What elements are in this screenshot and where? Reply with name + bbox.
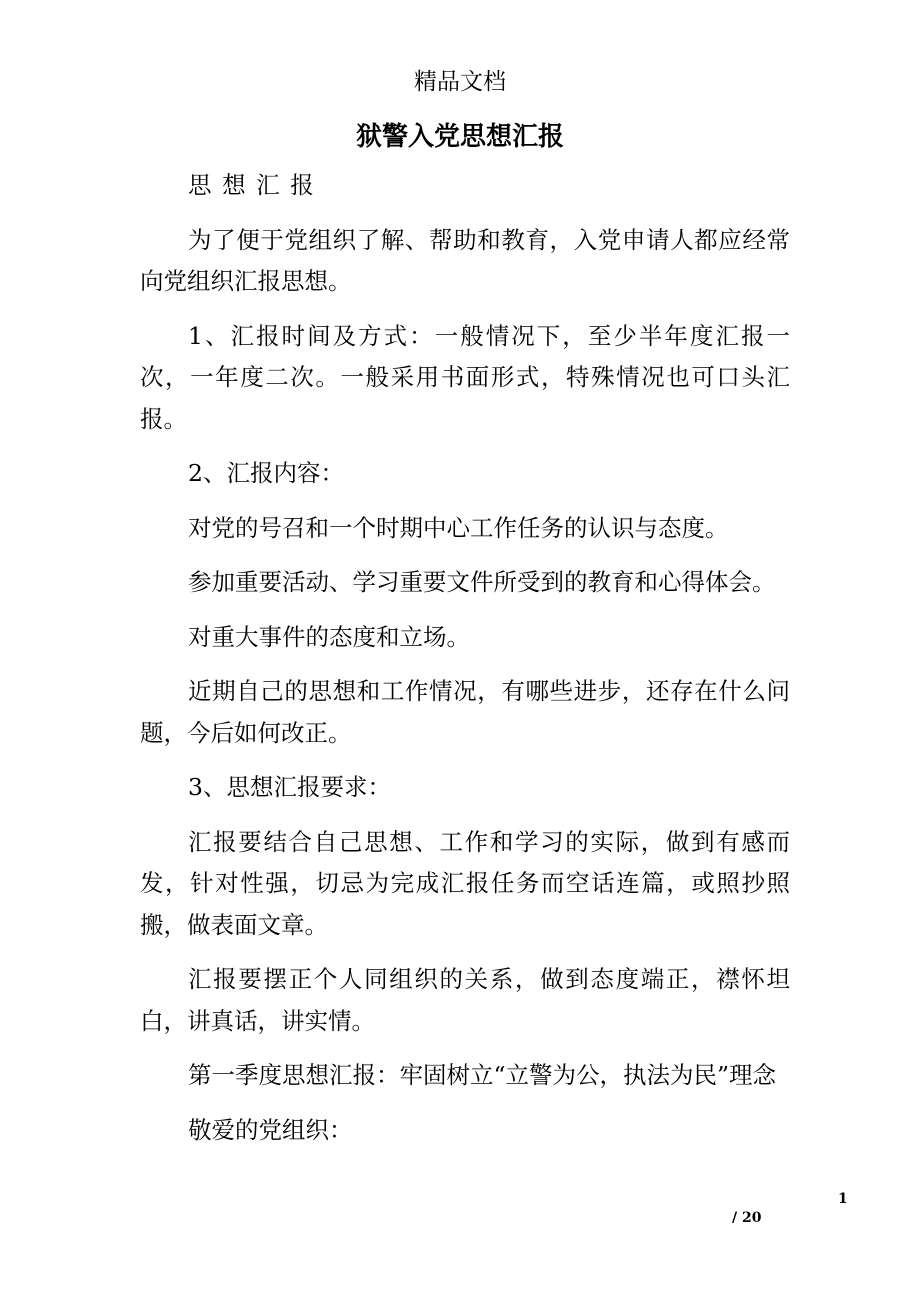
paragraph: 为了便于党组织了解、帮助和教育，入党申请人都应经常向党组织汇报思想。 xyxy=(140,225,790,295)
paragraph: 汇报要结合自己思想、工作和学习的实际，做到有感而发，针对性强，切忌为完成汇报任务而空话连篇，或照抄照搬，做表面文章。 xyxy=(140,827,790,939)
paragraph: 对党的号召和一个时期中心工作任务的认识与态度。 xyxy=(188,513,729,542)
paragraph: 2、汇报内容： xyxy=(188,459,344,487)
paragraph: 参加重要活动、学习重要文件所受到的教育和心得体会。 xyxy=(188,568,776,596)
paragraph: 汇报要摆正个人同组织的关系，做到态度端正，襟怀坦白，讲真话，讲实情。 xyxy=(140,965,790,1035)
document-title: 狱警入党思想汇报 xyxy=(355,122,564,152)
paragraph: 近期自己的思想和工作情况，有哪些进步，还存在什么问题，今后如何改正。 xyxy=(140,677,790,747)
paragraph: 3、思想汇报要求： xyxy=(188,773,391,801)
document-body xyxy=(140,165,790,1164)
paragraph: 1、汇报时间及方式：一般情况下，至少半年度汇报一次，一年度二次。一般采用书面形式，特殊情况也可口头汇报。 xyxy=(140,321,790,433)
header-label: 精品文档 xyxy=(414,69,506,95)
page-number: 1 xyxy=(838,1191,848,1207)
salutation: 敬爱的党组织： xyxy=(188,1115,353,1144)
page-total: / 20 xyxy=(732,1210,762,1226)
paragraph: 第一季度思想汇报：牢固树立“立警为公，执法为民”理念 xyxy=(188,1061,777,1089)
paragraph: 对重大事件的态度和立场。 xyxy=(188,622,470,651)
section-heading: 思想汇报 xyxy=(188,171,325,199)
